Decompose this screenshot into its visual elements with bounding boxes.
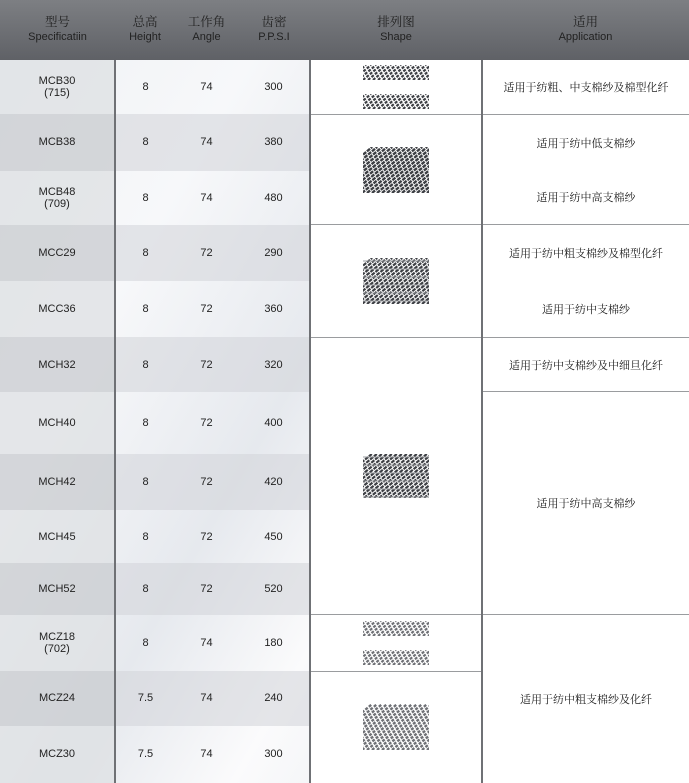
table-row xyxy=(0,60,689,114)
diagonal-wire-pattern-icon xyxy=(363,621,429,665)
application-cell: 适用于纺中高支棉纱 xyxy=(482,392,689,615)
application-cell: 适用于纺中高支棉纱 xyxy=(482,171,689,225)
height-cell: 8 xyxy=(115,615,175,671)
shape-cell xyxy=(310,615,482,671)
angle-cell: 74 xyxy=(200,748,213,761)
application-cell: 适用于纺粗、中支棉纱及棉型化纤 xyxy=(482,60,689,114)
angle-cell: 72 xyxy=(175,337,238,391)
angle-cell: 72 xyxy=(175,563,238,615)
header-angle: 工作角 Angle xyxy=(175,0,238,60)
header-application: 适用 Application xyxy=(482,0,689,60)
ppsi-cell: 400 xyxy=(264,416,283,429)
height-cell: 8 xyxy=(115,510,175,562)
ppsi-cell: 480 xyxy=(264,191,283,204)
model-cell: MCH42 xyxy=(0,454,115,510)
header-spec: 型号 Specificatiin xyxy=(0,0,115,60)
angle-cell: 74 xyxy=(200,191,213,204)
model-cell: MCB48 (709) xyxy=(0,171,115,225)
model-cell: MCH32 xyxy=(0,337,115,391)
ppsi-cell: 360 xyxy=(264,303,283,316)
height-cell: 8 xyxy=(115,454,175,510)
table-header-row xyxy=(0,0,689,60)
ppsi-cell: 300 xyxy=(264,81,283,94)
shape-cell xyxy=(310,337,482,615)
height-cell: 8 xyxy=(115,563,175,615)
ppsi-cell: 300 xyxy=(264,748,283,761)
table-row xyxy=(0,225,689,281)
height-cell: 8 xyxy=(115,392,175,454)
model-cell: MCC36 xyxy=(0,281,115,337)
height-cell: 7.5 xyxy=(115,671,175,725)
angle-cell: 72 xyxy=(175,454,238,510)
header-height: 总高 Height xyxy=(115,0,175,60)
shape-cell xyxy=(310,225,482,338)
shape-cell xyxy=(310,60,482,114)
height-cell: 8 xyxy=(115,60,175,114)
height-cell: 8 xyxy=(115,225,175,281)
height-cell: 8 xyxy=(115,281,175,337)
angle-cell: 74 xyxy=(200,637,213,650)
height-cell: 8 xyxy=(115,114,175,170)
model-cell: MCB30 (715) xyxy=(0,60,115,114)
model-cell: MCH45 xyxy=(0,510,115,562)
angle-cell: 74 xyxy=(175,114,238,170)
height-cell: 8 xyxy=(115,171,175,225)
table-row xyxy=(0,114,689,170)
shape-cell xyxy=(310,671,482,783)
table-row xyxy=(0,615,689,671)
header-ppsi: 齿密 P.P.S.I xyxy=(238,0,310,60)
model-cell: MCZ18 (702) xyxy=(0,615,115,671)
diagonal-wire-pattern-icon xyxy=(363,147,429,193)
application-cell: 适用于纺中粗支棉纱及化纤 xyxy=(482,615,689,783)
angle-cell: 74 xyxy=(175,671,238,725)
application-cell: 适用于纺中低支棉纱 xyxy=(482,114,689,170)
model-cell: MCZ24 xyxy=(0,671,115,725)
model-cell: MCH52 xyxy=(0,563,115,615)
ppsi-cell: 520 xyxy=(238,563,310,615)
ppsi-cell: 320 xyxy=(238,337,310,391)
angle-cell: 74 xyxy=(200,81,213,94)
shape-cell xyxy=(310,114,482,225)
ppsi-cell: 290 xyxy=(238,225,310,281)
angle-cell: 72 xyxy=(175,225,238,281)
diagonal-wire-pattern-icon xyxy=(363,65,429,109)
height-cell: 8 xyxy=(115,337,175,391)
angle-cell: 72 xyxy=(200,303,213,316)
diagonal-wire-pattern-icon xyxy=(363,258,429,304)
ppsi-cell: 450 xyxy=(264,530,283,543)
diagonal-wire-pattern-icon xyxy=(363,704,429,750)
angle-cell: 72 xyxy=(200,530,213,543)
model-cell: MCH40 xyxy=(0,392,115,454)
model-cell: MCC29 xyxy=(0,225,115,281)
angle-cell: 72 xyxy=(200,416,213,429)
height-cell: 7.5 xyxy=(115,726,175,783)
ppsi-cell: 240 xyxy=(238,671,310,725)
header-shape: 排列图 Shape xyxy=(310,0,482,60)
ppsi-cell: 380 xyxy=(238,114,310,170)
diagonal-wire-pattern-icon xyxy=(363,454,429,498)
table-row xyxy=(0,337,689,391)
application-cell: 适用于纺中支棉纱及中细旦化纤 xyxy=(482,337,689,391)
application-cell: 适用于纺中粗支棉纱及棉型化纤 xyxy=(482,225,689,281)
ppsi-cell: 420 xyxy=(238,454,310,510)
model-cell: MCZ30 xyxy=(0,726,115,783)
model-cell: MCB38 xyxy=(0,114,115,170)
application-cell: 适用于纺中支棉纱 xyxy=(482,281,689,337)
ppsi-cell: 180 xyxy=(264,637,283,650)
